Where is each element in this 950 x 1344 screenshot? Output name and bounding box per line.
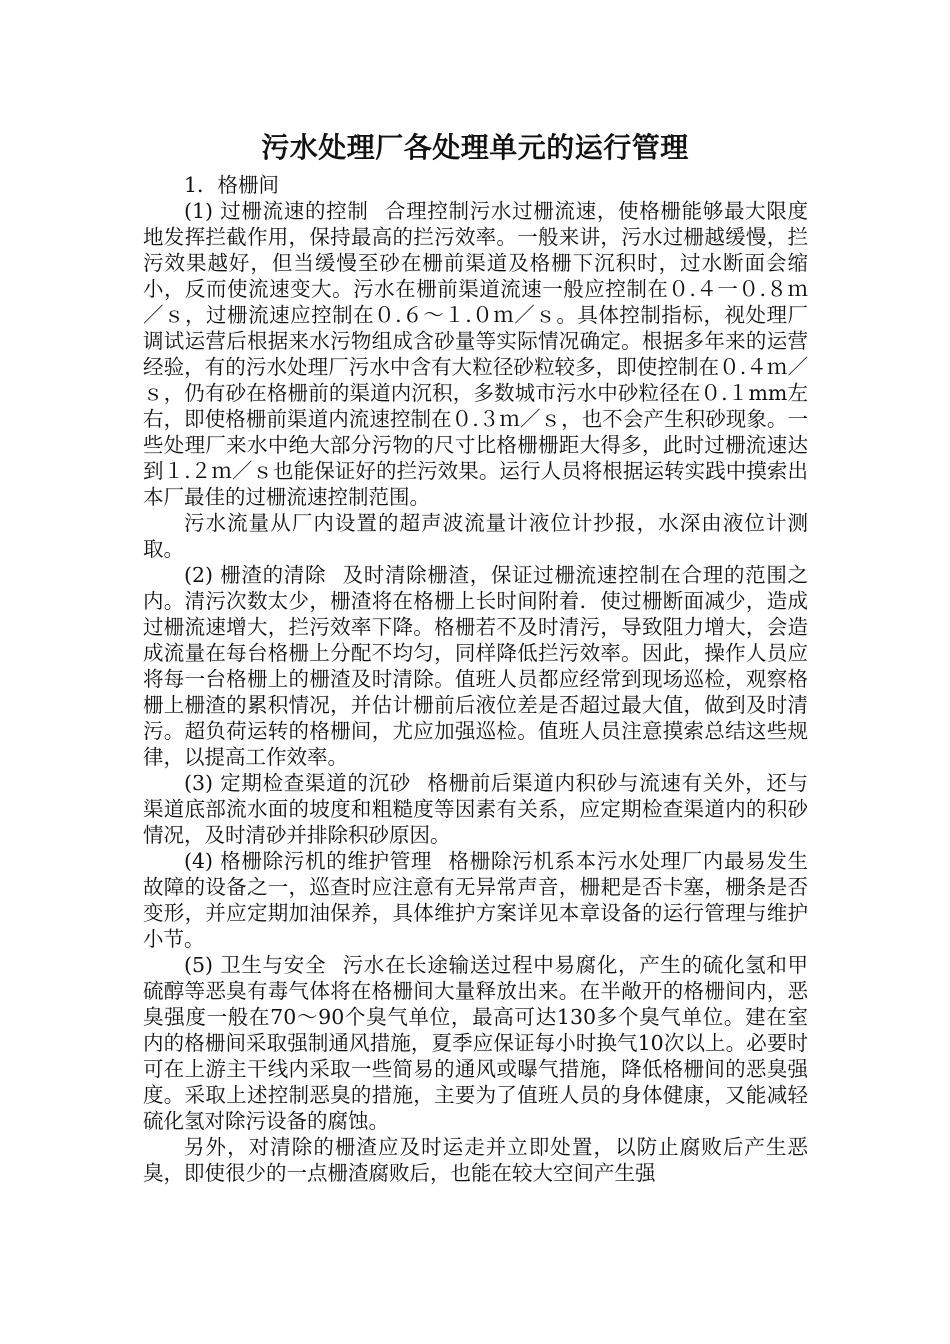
- document-title: 污水处理厂各处理单元的运行管理: [261, 131, 689, 164]
- paragraph-machine-maintenance: [143, 848, 808, 952]
- paragraph-flow-measurement: [143, 510, 808, 562]
- paragraph-label: (4) 格栅除污机的维护管理: [184, 849, 433, 873]
- paragraph-label: (5) 卫生与安全: [184, 953, 327, 977]
- paragraph-screenings-removal: [143, 562, 808, 770]
- paragraph-channel-sand-check: [143, 770, 808, 848]
- paragraph-hygiene-safety: [143, 952, 808, 1134]
- document-body: [143, 172, 808, 1186]
- section-heading: 1．格栅间: [184, 173, 280, 197]
- paragraph-screenings-disposal: [143, 1134, 808, 1186]
- paragraph-text: 格栅除污机系本污水处理厂内最易发生故障的设备之一，巡查时应注意有无异常声音，栅耙是否卡塞，栅条是否变形，并应定期加油保养，具体维护方案详见本章设备的运行管理与维护小节。: [143, 849, 809, 951]
- paragraph-label: (3) 定期检查渠道的沉砂: [184, 771, 411, 795]
- paragraph-text: 另外，对清除的栅渣应及时运走并立即处置，以防止腐败后产生恶臭，即使很少的一点栅渣腐败后，也能在较大空间产生强: [143, 1135, 808, 1185]
- paragraph-text: 污水在长途输送过程中易腐化，产生的硫化氢和甲硫醇等恶臭有毒气体将在格栅间大量释放出来。在半敞开的格栅间内，恶臭强度一般在70～90个臭气单位，最高可达130多个臭气单位。建在室内的格栅间采取强制通风措施，夏季应保证每小时换气10次以上。必要时可在上游主干线内采取一些简易的通风或曝气措施，降低格栅间的恶臭强度。采取上述控制恶臭的措施，主要为了值班人员的身体健康，又能减轻硫化氢对除污设备的腐蚀。: [143, 953, 809, 1133]
- paragraph-label: (1) 过栅流速的控制: [184, 199, 369, 223]
- paragraph-text: 合理控制污水过栅流速，使格栅能够最大限度地发挥拦截作用，保持最高的拦污效率。一般来讲，污水过栅越缓慢，拦污效果越好，但当缓慢至砂在栅前渠道及格栅下沉积时，过水断面会缩小，反而使流速变大。污水在栅前渠道流速一般应控制在０.４一０.８ｍ／ｓ，过栅流速应控制在０.６～１.０ｍ／ｓ。具体控制指标，视处理厂调试运营后根据来水污物组成含砂量等实际情况确定。根据多年来的运营经验，有的污水处理厂污水中含有大粒径砂粒较多，即使控制在０.４ｍ／ｓ，仍有砂在格栅前的渠道内沉积，多数城市污水中砂粒径在０.１mm左右，即使格栅前渠道内流速控制在０.３ｍ／ｓ，也不会产生积砂现象。一些处理厂来水中绝大部分污物的尺寸比格栅栅距大得多，此时过栅流速达到１.２ｍ／ｓ也能保证好的拦污效果。运行人员将根据运转实践中摸索出本厂最佳的过栅流速控制范围。: [143, 199, 809, 509]
- paragraph-label: (2) 栅渣的清除: [184, 563, 327, 587]
- paragraph-text: 污水流量从厂内设置的超声波流量计液位计抄报，水深由液位计测取。: [143, 511, 808, 561]
- paragraph-grille-flow-control: [143, 198, 808, 510]
- paragraph-text: 格栅前后渠道内积砂与流速有关外，还与渠道底部流水面的坡度和粗糙度等因素有关系，应定期检查渠道内的积砂情况，及时清砂并排除积砂原因。: [143, 771, 809, 847]
- paragraph-text: 及时清除栅渣，保证过栅流速控制在合理的范围之内。清污次数太少，栅渣将在格栅上长时间附着．使过栅断面减少，造成过栅流速增大，拦污效率下降。格栅若不及时清污，导致阻力增大，会造成流量在每台格栅上分配不均匀，同样降低拦污效率。因此，操作人员应将每一台格栅上的栅渣及时清除。值班人员都应经常到现场巡检，观察格栅上栅渣的累积情况，并估计栅前后液位差是否超过最大值，做到及时清污。超负荷运转的格栅间，尤应加强巡检。值班人员注意摸索总结这些规律，以提高工作效率。: [143, 563, 809, 769]
